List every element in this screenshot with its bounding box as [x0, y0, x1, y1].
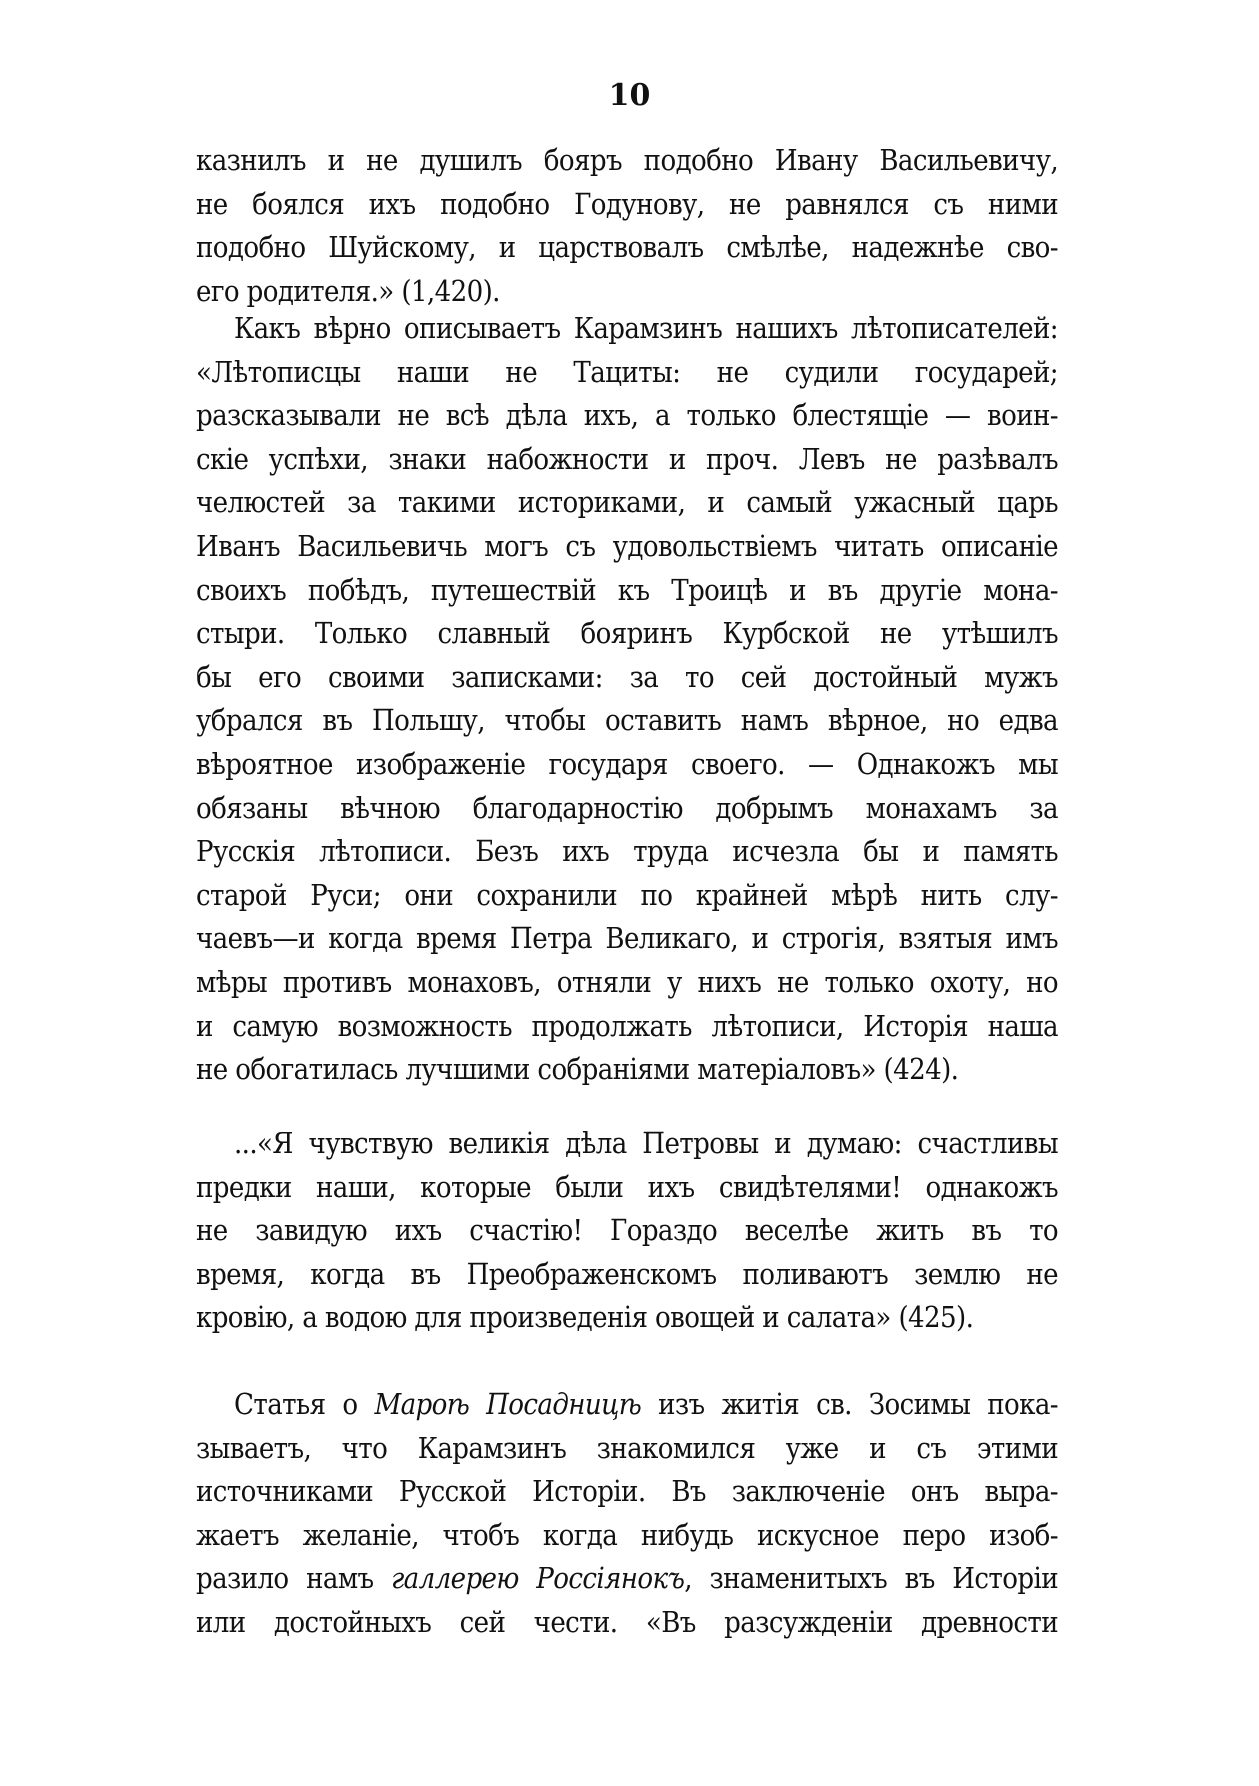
text-line: жаетъ желаніе, чтобъ когда нибудь искусное перо изоб- [196, 1517, 1058, 1552]
text-line: кровію, а водою для произведенія овощей и салата» (425). [196, 1300, 974, 1335]
text-line: не завидую ихъ счастію! Гораздо веселѣе жить въ то [196, 1213, 1058, 1248]
paragraph-2 [196, 307, 1058, 1092]
text-line: казнилъ и не душилъ бояръ подобно Ивану Васильевичу, [196, 143, 1058, 177]
text-line: Какъ вѣрно описываетъ Карамзинъ нашихъ лѣтописателей: [234, 311, 1058, 345]
text-line: и самую возможность продолжать лѣтописи, Исторія наша [196, 1008, 1058, 1043]
text-line: чаевъ—и когда время Петра Великаго, и строгія, взятыя имъ [196, 921, 1058, 956]
text-line: ...«Я чувствую великія дѣла Петровы и думаю: счастливы [234, 1126, 1058, 1160]
italic-title-martha-posadnitsa: Мароѣ Посадницѣ [374, 1387, 642, 1421]
text-line: челюстей за такими историками, и самый ужасный царь [196, 485, 1058, 520]
text-line: стыри. Только славный бояринъ Курбской не утѣшилъ [196, 616, 1058, 651]
text-line: не обогатилась лучшими собраніями матеріаловъ» (424). [196, 1052, 959, 1087]
text-line: время, когда въ Преображенскомъ поливаютъ землю не [196, 1256, 1058, 1291]
paragraph-3 [196, 1122, 1058, 1340]
text-line [196, 1383, 1058, 1427]
text-line: разсказывали не всѣ дѣла ихъ, а только блестящіе — воин- [196, 398, 1058, 433]
text-run: изъ житія св. Зосимы пока- [641, 1387, 1058, 1421]
text-line: не боялся ихъ подобно Годунову, не равнялся съ ними [196, 186, 1058, 221]
text-line: подобно Шуйскому, и царствовалъ смѣлѣе, надежнѣе сво- [196, 230, 1058, 265]
text-line: или достойныхъ сей чести. «Въ разсужденіи древности [196, 1604, 1058, 1639]
paragraph-4 [196, 1383, 1058, 1645]
text-line: старой Руси; они сохранили по крайней мѣрѣ нить слу- [196, 877, 1058, 912]
text-line: вѣроятное изображеніе государя своего. — Однакожъ мы [196, 746, 1058, 781]
text-line: убрался въ Польшу, чтобы оставить намъ вѣрное, но едва [196, 703, 1058, 738]
text-line: Иванъ Васильевичь могъ съ удовольствіемъ читать описаніе [196, 528, 1058, 563]
text-line: его родителя.» (1,420). [196, 273, 500, 308]
text-line: своихъ побѣдъ, путешествій къ Троицѣ и въ другіе мона- [196, 572, 1058, 607]
text-line: скіе успѣхи, знаки набожности и проч. Левъ не разѣвалъ [196, 441, 1058, 476]
text-run: Статья о [234, 1387, 375, 1421]
text-line: «Лѣтописцы наши не Тациты: не судили государей; [196, 354, 1058, 389]
italic-gallery-of-russian-women: галлерею Россіянокъ [391, 1561, 685, 1596]
text-run: , знаменитыхъ въ Исторіи [684, 1561, 1058, 1596]
text-line: бы его своими записками: за то сей достойный мужъ [196, 659, 1058, 694]
text-line [196, 1557, 1058, 1601]
text-line: источниками Русской Исторіи. Въ заключеніе онъ выра- [196, 1474, 1058, 1509]
text-run: разило намъ [196, 1561, 392, 1596]
text-line: мѣры противъ монаховъ, отняли у нихъ не только охоту, но [196, 964, 1058, 999]
text-line: Русскія лѣтописи. Безъ ихъ труда исчезла бы и память [196, 834, 1058, 869]
paragraph-1 [196, 139, 1058, 313]
text-line: обязаны вѣчною благодарностію добрымъ монахамъ за [196, 790, 1058, 825]
text-line: зываетъ, что Карамзинъ знакомился уже и съ этими [196, 1430, 1058, 1465]
text-line: предки наши, которые были ихъ свидѣтелями! однакожъ [196, 1169, 1058, 1204]
page-number: 10 [608, 78, 651, 113]
